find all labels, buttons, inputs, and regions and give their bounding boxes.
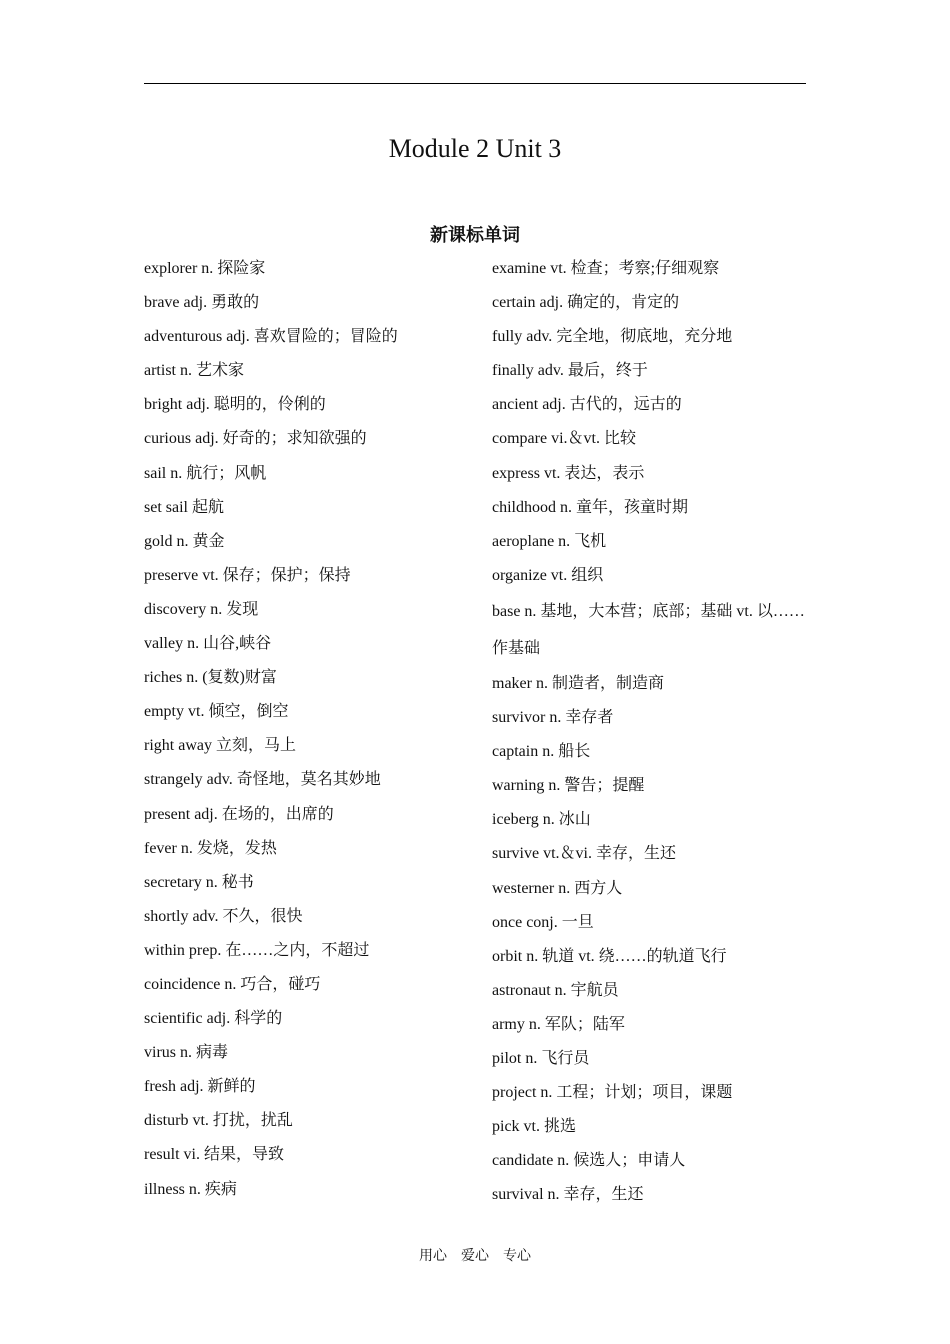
vocab-entry: adventurous adj. 喜欢冒险的；冒险的 — [144, 328, 398, 346]
vocab-entry: shortly adv. 不久，很快 — [144, 907, 303, 925]
vocab-entry: preserve vt. 保存；保护；保持 — [144, 566, 351, 584]
vocab-entry: captain n. 船长 — [492, 743, 591, 761]
vocab-entry: astronaut n. 宇航员 — [492, 981, 619, 999]
vocab-entry: virus n. 病毒 — [144, 1044, 229, 1062]
vocab-entry: coincidence n. 巧合，碰巧 — [144, 975, 321, 993]
vocab-entry: pilot n. 飞行员 — [492, 1049, 590, 1067]
vocab-entry: westerner n. 西方人 — [492, 879, 623, 897]
vocab-entry: survive vt.＆vi. 幸存，生还 — [492, 845, 676, 863]
vocab-entry: present adj. 在场的，出席的 — [144, 805, 334, 823]
vocab-entry: iceberg n. 冰山 — [492, 811, 591, 829]
vocab-entry: warning n. 警告；提醒 — [492, 777, 645, 795]
vocab-entry: express vt. 表达，表示 — [492, 464, 645, 482]
vocab-entry: result vi. 结果，导致 — [144, 1146, 284, 1164]
vocab-entry: sail n. 航行；风帆 — [144, 464, 267, 482]
vocab-entry: aeroplane n. 飞机 — [492, 532, 607, 550]
header-rule — [144, 83, 806, 84]
vocab-entry: pick vt. 挑选 — [492, 1118, 576, 1136]
vocab-entry: illness n. 疾病 — [144, 1180, 237, 1198]
vocab-entry: fresh adj. 新鲜的 — [144, 1078, 256, 1096]
vocab-entry: survivor n. 幸存者 — [492, 709, 614, 727]
vocab-entry: set sail 起航 — [144, 498, 224, 516]
vocab-entry: survival n. 幸存，生还 — [492, 1186, 644, 1204]
vocab-entry: riches n. (复数)财富 — [144, 669, 277, 687]
vocab-entry: orbit n. 轨道 vt. 绕……的轨道飞行 — [492, 947, 727, 965]
vocab-entry: certain adj. 确定的，肯定的 — [492, 294, 680, 312]
section-heading: 新课标单词 — [430, 225, 520, 245]
vocab-entry: curious adj. 好奇的；求知欲强的 — [144, 430, 367, 448]
vocab-entry: valley n. 山谷,峡谷 — [144, 635, 272, 653]
vocab-entry: project n. 工程；计划；项目，课题 — [492, 1084, 733, 1102]
vocab-entry: compare vi.＆vt. 比较 — [492, 430, 636, 448]
vocab-entry: army n. 军队；陆军 — [492, 1015, 625, 1033]
vocab-entry: ancient adj. 古代的，远古的 — [492, 396, 682, 414]
vocab-entry: fever n. 发烧，发热 — [144, 839, 277, 857]
vocab-entry: base n. 基地，大本营；底部；基础 vt. 以……作基础 — [492, 602, 805, 657]
vocab-entry: artist n. 艺术家 — [144, 362, 244, 380]
vocab-entry: finally adv. 最后，终于 — [492, 362, 648, 380]
vocab-entry: within prep. 在……之内，不超过 — [144, 941, 370, 959]
vocab-column-left — [144, 252, 474, 1207]
vocab-column-right — [492, 252, 806, 1212]
vocab-entry: examine vt. 检查；考察;仔细观察 — [492, 260, 720, 277]
vocab-entry: strangely adv. 奇怪地，莫名其妙地 — [144, 771, 381, 789]
vocab-entry: right away 立刻，马上 — [144, 737, 296, 755]
vocab-entry: scientific adj. 科学的 — [144, 1010, 283, 1028]
vocab-entry: gold n. 黄金 — [144, 532, 225, 550]
page-footer: 用心 爱心 专心 — [419, 1249, 531, 1264]
vocab-entry: childhood n. 童年，孩童时期 — [492, 498, 688, 516]
vocab-entry: explorer n. 探险家 — [144, 260, 266, 277]
vocab-entry: maker n. 制造者，制造商 — [492, 674, 664, 692]
vocab-entry: disturb vt. 打扰，扰乱 — [144, 1112, 293, 1130]
vocab-entry: secretary n. 秘书 — [144, 873, 254, 891]
vocab-entry: empty vt. 倾空，倒空 — [144, 703, 289, 721]
vocab-entry: fully adv. 完全地，彻底地，充分地 — [492, 328, 733, 346]
vocab-entry: discovery n. 发现 — [144, 600, 259, 618]
vocab-entry: candidate n. 候选人；申请人 — [492, 1152, 686, 1170]
vocab-entry: brave adj. 勇敢的 — [144, 294, 260, 312]
vocab-entry: bright adj. 聪明的，伶俐的 — [144, 396, 326, 414]
vocab-entry: once conj. 一旦 — [492, 913, 594, 931]
page-title: Module 2 Unit 3 — [388, 134, 562, 163]
vocab-entry: organize vt. 组织 — [492, 566, 604, 584]
